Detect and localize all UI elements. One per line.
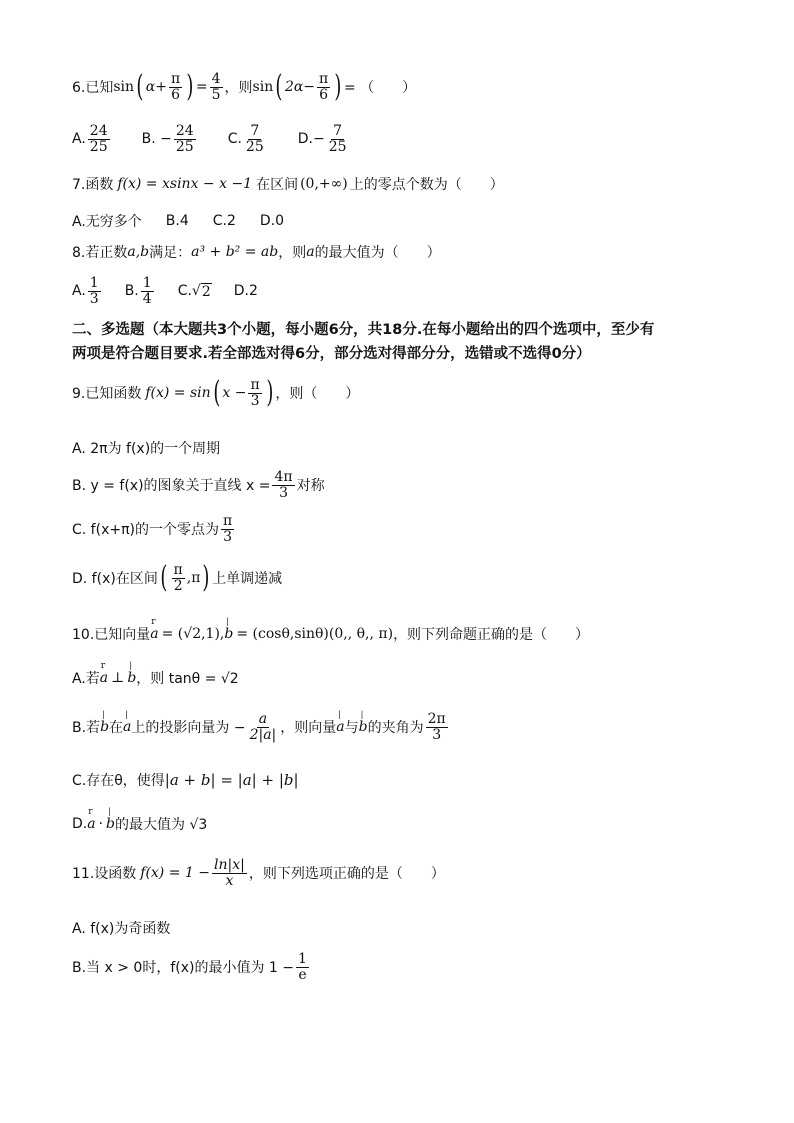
frac-num: 4 — [211, 71, 221, 87]
vector-a: r a — [150, 626, 158, 642]
q10-b-then: ，则向量 — [280, 720, 337, 737]
vector-a: r a — [87, 816, 95, 832]
q10-option-c — [72, 770, 299, 790]
q9-inner: x − — [222, 385, 247, 402]
section2-line2: 两项是符合题目要求.若全部选对得6分，部分选对得部分分，选错或不选得0分） — [72, 346, 591, 362]
q9-option-a: A. 2π为 f(x)的一个周期 — [72, 441, 221, 457]
q10-b-angle: 的夹角为 — [367, 720, 424, 737]
q8-option-d: D.2 — [233, 283, 258, 300]
q6-paren-open-2: ( — [275, 69, 283, 105]
q7-option-a: A.无穷多个 — [72, 214, 142, 230]
q11-frac — [212, 858, 247, 888]
q6-paren-open: ( — [136, 69, 144, 105]
q6-option-a-value — [88, 124, 110, 154]
frac-den: 2|a| — [249, 726, 277, 743]
frac-num: 1 — [142, 275, 152, 291]
q10-stem-text: 10.已知向量 — [72, 627, 151, 643]
q9-option-c-text: C. f(x+π)的一个零点为 — [72, 522, 219, 539]
q6-option-c-value — [244, 124, 266, 154]
q11-option-b-frac — [296, 952, 309, 982]
q11-function: f(x) = 1 − — [140, 865, 210, 882]
q8-vars: a,b — [127, 244, 150, 260]
q6-option-d-label: D.− — [297, 131, 325, 148]
q10-option-c-text: C.存在θ，使得 — [72, 773, 165, 789]
q6-option-d-value — [327, 124, 349, 154]
q6-then: ，则 — [224, 80, 253, 97]
q8-options — [72, 276, 258, 306]
frac-den: 3 — [279, 484, 288, 501]
frac-num: 24 — [175, 123, 194, 139]
vector-a: r a — [100, 670, 108, 686]
q6-option-c-label: C. — [227, 131, 242, 148]
q11-stem — [72, 858, 445, 888]
q11-stem-text: 11.设函数 — [72, 866, 137, 883]
frac-den: 25 — [328, 138, 347, 155]
q8-satisfies: 满足： — [149, 245, 192, 261]
vector-b: | b — [359, 719, 368, 735]
q8-var-a: a — [306, 244, 315, 260]
q11-option-b — [72, 952, 311, 982]
dot-symbol: · — [98, 816, 104, 832]
frac-num: π — [170, 71, 181, 87]
q9-d-paren-close: ) — [202, 560, 210, 596]
q6-sin-2: sin — [252, 79, 274, 96]
q6-options — [72, 124, 351, 154]
q11-option-b-text: B.当 x > 0时，f(x)的最小值为 1 − — [72, 960, 295, 977]
frac-num: 7 — [333, 123, 343, 139]
q10-option-a-text: A.若 — [72, 671, 100, 687]
q10-tail: ，则下列命题正确的是（ ） — [393, 627, 590, 643]
frac-den: 25 — [245, 138, 264, 155]
q10-option-b — [72, 712, 450, 742]
q10-option-a-tail: ，则 tanθ = √2 — [136, 671, 239, 687]
frac-den: 3 — [89, 290, 99, 307]
q6-option-b-label: B. − — [141, 131, 172, 148]
q9-option-d-text: D. f(x)在区间 — [72, 571, 158, 588]
q6-alpha-plus: α+ — [145, 79, 167, 96]
vector-b: | b — [127, 670, 136, 686]
q10-b-on: 在 — [109, 720, 124, 737]
q6-stem — [72, 69, 417, 105]
q7-stem-text: 7.函数 — [72, 177, 114, 193]
q6-paren-close-2: ) — [334, 69, 342, 105]
frac-num: 1 — [298, 951, 307, 967]
q7-option-b: B.4 — [165, 213, 189, 229]
frac-num: 2π — [427, 711, 446, 727]
q7-interval-label: 在区间 — [256, 177, 299, 193]
q7-tail: 上的零点个数为（ ） — [349, 177, 504, 193]
vector-a: | a — [123, 719, 131, 735]
q10-b-angle-frac — [426, 712, 448, 742]
frac-den: 3 — [250, 392, 260, 409]
q9-function: f(x) = sin — [145, 385, 211, 402]
q6-option-a-label: A. — [72, 131, 86, 148]
q10-b-and: 与 — [344, 720, 359, 737]
q10-b-projection: 上的投影向量为 − — [131, 720, 246, 737]
q10-option-a — [72, 668, 239, 688]
frac-num: ln|x| — [214, 857, 245, 873]
q8-option-c-label: C. — [177, 283, 192, 300]
q10-b-frac — [248, 712, 279, 742]
q10-option-d — [72, 814, 207, 834]
frac-num: 24 — [89, 123, 108, 139]
frac-num: 1 — [89, 275, 99, 291]
vector-b: | b — [106, 816, 115, 832]
radicand: 2 — [201, 283, 211, 300]
q10-option-d-tail: 的最大值为 √3 — [115, 817, 208, 833]
q6-pi-over-6 — [169, 72, 182, 102]
q9-option-b — [72, 470, 325, 500]
q8-option-a-value — [88, 276, 101, 306]
q9-paren-close: ) — [266, 375, 274, 411]
section2-line1: 二、多选题（本大题共3个小题，每小题6分，共18分.在每小题给出的四个选项中，至少有 — [72, 322, 655, 338]
frac-den: 6 — [171, 86, 181, 103]
frac-den: 3 — [432, 726, 442, 743]
vector-b: | b — [224, 626, 233, 642]
frac-den: 25 — [89, 138, 108, 155]
q7-function: f(x) = xsinx − x −1 — [117, 176, 253, 192]
frac-num: a — [258, 711, 268, 727]
q7-stem — [72, 174, 504, 194]
q9-stem — [72, 375, 360, 411]
frac-den: 4 — [142, 290, 152, 307]
q6-four-fifths — [210, 72, 223, 102]
frac-num: π — [319, 71, 329, 87]
q9-option-d-mid: ,π — [186, 570, 201, 587]
q8-then: ，则 — [278, 245, 307, 261]
q9-option-c — [72, 514, 236, 544]
q11-option-a: A. f(x)为奇函数 — [72, 921, 171, 937]
vector-b: | b — [100, 719, 109, 735]
q9-option-b-tail: 对称 — [296, 478, 325, 495]
q6-answer-blank: = （ ） — [343, 80, 417, 97]
frac-den: 2 — [173, 577, 183, 594]
q11-tail: ，则下列选项正确的是（ ） — [248, 866, 445, 883]
frac-den: 3 — [223, 528, 233, 545]
q9-option-d — [72, 560, 283, 596]
q6-option-b-value — [174, 124, 196, 154]
q10-option-c-expr: |a + b| = |a| + |b| — [164, 771, 299, 789]
q8-equation: a³ + b² = ab — [191, 244, 279, 260]
q9-tail: ，则（ ） — [275, 386, 360, 403]
q10-option-b-text: B.若 — [72, 720, 101, 737]
q6-paren-close: ) — [186, 69, 194, 105]
frac-den: e — [298, 966, 307, 983]
vector-a: | a — [336, 719, 344, 735]
q6-equals: = — [195, 79, 208, 96]
q8-option-c-value: √ 2 — [191, 282, 211, 300]
q6-pi-over-6-b — [317, 72, 330, 102]
q10-b-def: = (cosθ,sinθ)(0,, θ,, π) — [236, 626, 394, 642]
q9-stem-text: 9.已知函数 — [72, 386, 142, 403]
q7-option-c: C.2 — [212, 213, 236, 229]
q8-stem — [72, 242, 441, 262]
q8-option-a-label: A. — [72, 283, 86, 300]
frac-den: 5 — [211, 86, 221, 103]
q7-option-d: D.0 — [259, 213, 285, 229]
frac-num: 7 — [250, 123, 260, 139]
frac-num: π — [173, 562, 183, 578]
q9-option-d-frac — [172, 563, 185, 593]
q9-pi-over-3 — [248, 378, 261, 408]
q7-options — [72, 211, 284, 231]
q9-option-b-text: B. y = f(x)的图象关于直线 x = — [72, 478, 271, 495]
q9-option-b-frac — [272, 470, 294, 500]
q9-d-paren-open: ( — [160, 560, 168, 596]
frac-num: 4π — [274, 469, 293, 485]
frac-den: 6 — [319, 86, 329, 103]
q6-two-alpha-minus: 2α− — [284, 79, 316, 96]
q10-a-def: = (√2,1), — [161, 626, 225, 642]
q9-paren-open: ( — [213, 375, 221, 411]
frac-num: π — [250, 377, 260, 393]
frac-num: π — [222, 513, 233, 529]
q9-option-d-tail: 上单调递减 — [212, 571, 283, 588]
frac-den: x — [225, 872, 234, 889]
q10-option-d-label: D. — [72, 816, 88, 832]
q8-stem-text: 8.若正数 — [72, 245, 128, 261]
q7-interval: (0,+∞) — [300, 176, 348, 192]
q6-stem-text: 6.已知 — [72, 80, 114, 97]
q10-stem — [72, 624, 589, 644]
q9-option-c-frac — [221, 514, 234, 544]
q8-tail: 的最大值为（ ） — [314, 245, 441, 261]
q8-option-b-label: B. — [124, 283, 139, 300]
q6-sin: sin — [113, 79, 135, 96]
q8-option-b-value — [141, 276, 154, 306]
frac-den: 25 — [175, 138, 194, 155]
perp-symbol: ⊥ — [111, 670, 125, 686]
